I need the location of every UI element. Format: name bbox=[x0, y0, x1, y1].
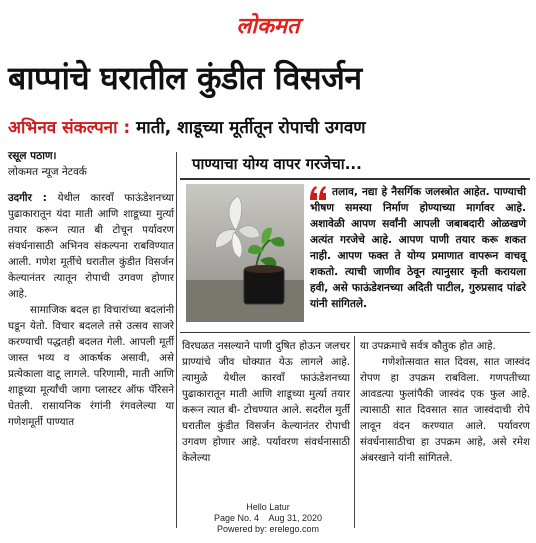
plant-photo bbox=[186, 184, 304, 322]
body-paragraph: सामाजिक बदल हा विचारांच्या बदलांनी घडून येतो. विचार बदलले तसे उत्सव साजरे करण्याची पद्धतही बदलत गेली. आपली मूर्ती जास्त भव्य व आकर्षक असावी, असे प्रत्येकाला वाटू लागले. परिणामी, माती आणि शाडूच्या मूर्त्यांची जागा प्लास्टर ऑफ पॅरिसने घेतली. रासायनिक रंगांनी रंगवलेल्या या गणेशमूर्ती पाण्यात bbox=[8, 304, 174, 428]
body-column-left bbox=[8, 190, 174, 430]
page-footer bbox=[0, 502, 536, 535]
column-divider bbox=[176, 152, 177, 528]
byline bbox=[8, 148, 178, 180]
dateline-place: उदगीर : bbox=[8, 192, 47, 204]
box-title: पाण्याचा योग्य वापर गरजेचा... bbox=[192, 155, 362, 173]
body-paragraph: या उपक्रमाचे सर्वत्र कौतुक होत आहे. bbox=[360, 340, 496, 352]
footer-powered-by: Powered by: erelego.com bbox=[216, 524, 320, 534]
body-column-right bbox=[360, 338, 530, 466]
box-quote: तलाव, नद्या हे नैसर्गिक जलस्त्रोत आहेत. पाण्याची भीषण समस्या निर्माण होण्याच्या मार्गावर आहे. अशावेळी आपण सर्वांनी आपली जबाबदारी ओळखणे अत्यंत गरजेचे आहे. आपण पाणी तयार करू शकत नाही. आपण फक्त ते योग्य प्रमाणात वापरून वाचवू शकतो. त्याची जाणीव ठेवून त्यानुसार कृती करायला हवी, असे फाऊंडेशनच्या अदिती पाटील, गुरुप्रसाद पांढरे यांनी सांगितले. bbox=[310, 186, 526, 310]
headline: बाप्पांचे घरातील कुंडीत विसर्जन bbox=[8, 59, 362, 97]
plant-pot-image bbox=[186, 184, 304, 322]
lead-paragraph bbox=[8, 190, 174, 302]
masthead-logo: लोकमत bbox=[236, 14, 300, 39]
section-rule bbox=[180, 332, 530, 333]
footer-edition: Hello Latur bbox=[246, 502, 290, 512]
column-divider bbox=[354, 336, 355, 528]
lead-paragraph-text: येथील कारवाँ फाऊंडेशनच्या पुढाकारातून यंदा माती आणि शाडूच्या मुर्त्या तयार करून त्यात बी टोचून पर्यावरण संवर्धनासाठी अभिनव संकल्पना राबविण्यात आली. गणेश मूर्तीचे घरातील कुंडीत विसर्जन केल्यानंतर त्यातून रोपाची उगवण होणार आहे. bbox=[8, 192, 174, 300]
body-column-middle: विरघळत नसल्याने पाणी दुषित होऊन जलचर प्राण्यांचे जीव धोक्यात येऊ लागले आहे. त्यामुळे येथील कारवाँ फाऊंडेशनच्या पुढाकारातून माती आणि शाडूच्या मुर्त्या तयार करून त्यात बी- टोचण्यात आले. सदरील मुर्ती घरातील कुंडीत विसर्जन केल्यानंतर रोपाची उगवण होणार आहे. पर्यावरण संवर्धनासाठी केलेल्या bbox=[182, 340, 350, 464]
kicker-label: अभिनव संकल्पना : bbox=[8, 118, 131, 138]
byline-agency: लोकमत न्यूज नेटवर्क bbox=[8, 166, 87, 178]
box-title-rule bbox=[180, 178, 530, 180]
kicker-text: माती, शाडूच्या मूर्तीतून रोपाची उगवण bbox=[136, 118, 366, 138]
kicker bbox=[8, 115, 528, 141]
body-paragraph: गणेशोत्सवात सात दिवस, सात जास्वंद रोपण हा उपक्रम राबविला. गणपतीच्या आवडत्या फुलांपैकी जास्वंद एक फुल आहे. त्यासाठी सात दिवसात सात जास्वंदाची रोपे लावून वंदन करण्यात आले. पर्यावरण संवर्धनासाठीचा हा उपक्रम आहे, असे रमेश अंबरखाने यांनी सांगितले. bbox=[360, 356, 530, 464]
sidebar-box bbox=[180, 152, 530, 328]
masthead bbox=[0, 6, 536, 48]
footer-page-date: Page No. 4 Aug 31, 2020 bbox=[213, 513, 323, 523]
byline-name: रसूल पठाण। bbox=[8, 150, 57, 162]
